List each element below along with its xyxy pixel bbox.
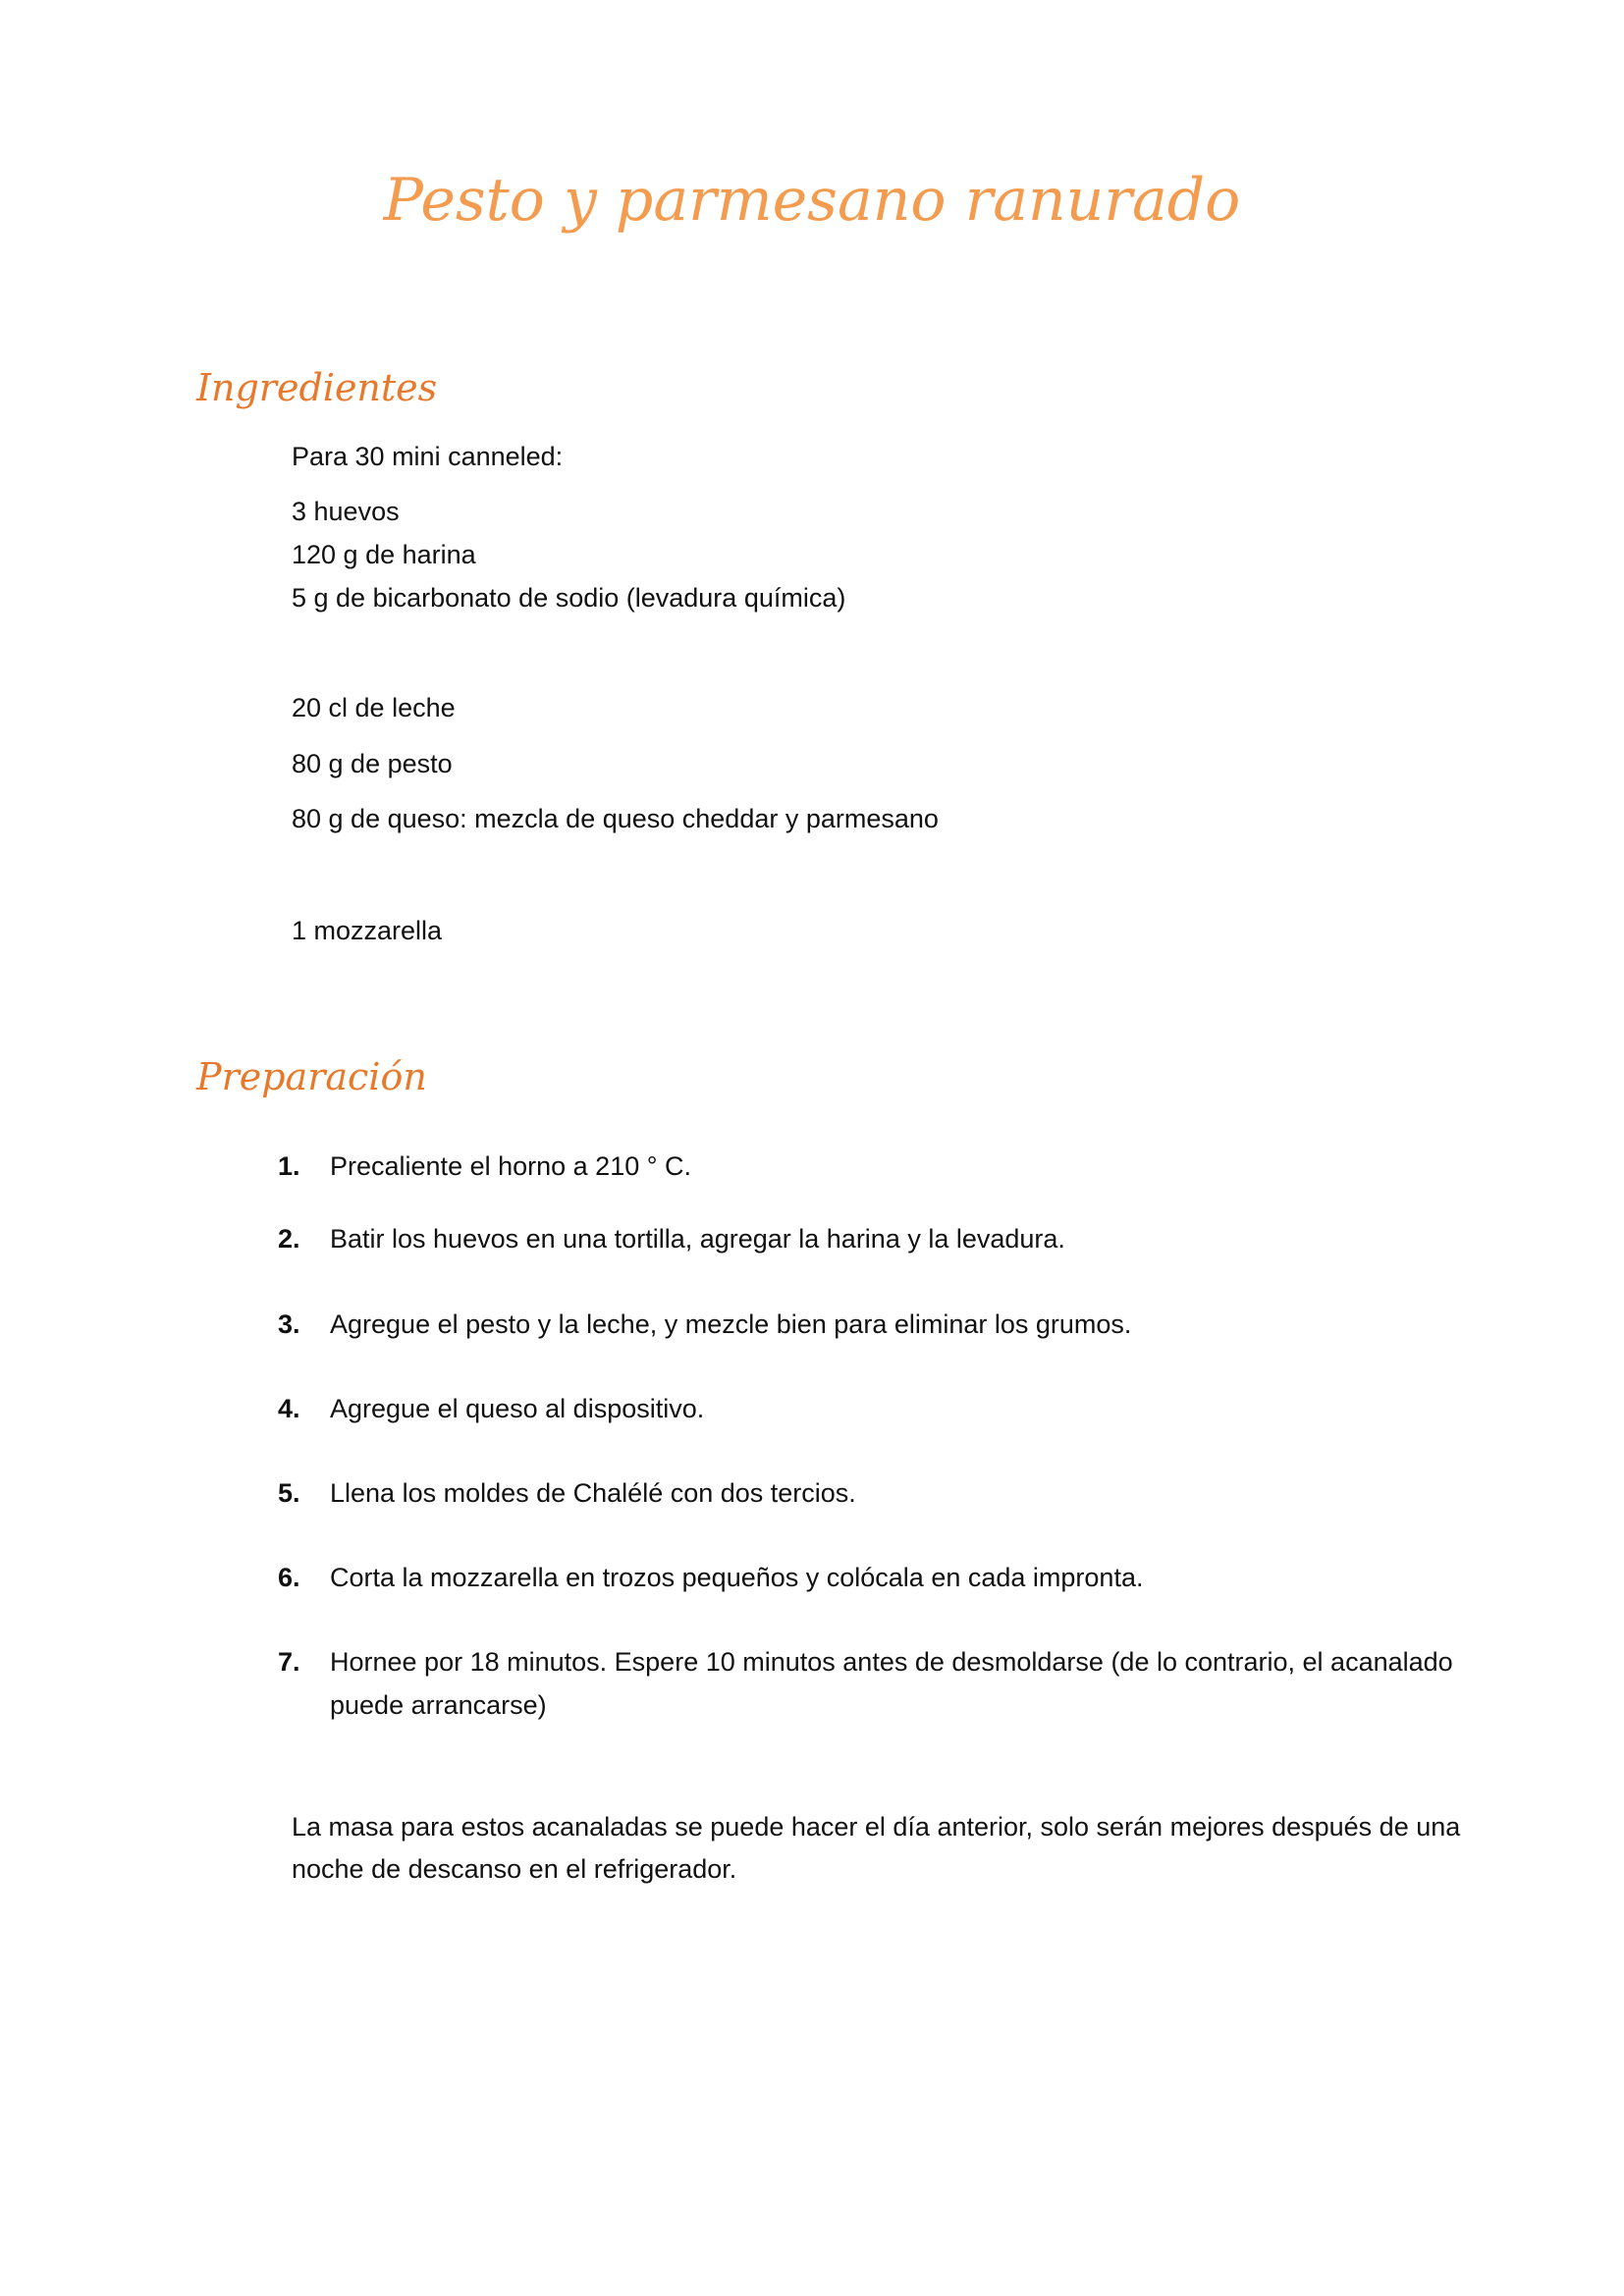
step-number: 4. bbox=[278, 1394, 300, 1423]
ingredients-heading: Ingredientes bbox=[196, 366, 438, 409]
step-text: Llena los moldes de Chalélé con dos tercios. bbox=[330, 1478, 856, 1508]
step-text: Batir los huevos en una tortilla, agregar la harina y la levadura. bbox=[330, 1224, 1065, 1254]
ingredient-line: Para 30 mini canneled: bbox=[292, 442, 564, 471]
step-text: Corta la mozzarella en trozos pequeños y colócala en cada impronta. bbox=[330, 1563, 1144, 1592]
step-number: 1. bbox=[278, 1151, 300, 1181]
ingredient-line: 80 g de queso: mezcla de queso cheddar y parmesano bbox=[292, 804, 939, 833]
step-item bbox=[278, 1471, 1515, 1515]
step-item bbox=[278, 1145, 1515, 1188]
step-item bbox=[278, 1556, 1515, 1599]
step-text: Agregue el queso al dispositivo. bbox=[330, 1394, 705, 1423]
step-item bbox=[278, 1640, 1515, 1727]
note-paragraph: La masa para estos acanaladas se puede hacer el día anterior, solo serán mejores después de una noche de descanso en el refrigerador. bbox=[292, 1812, 1461, 1884]
step-item bbox=[278, 1387, 1515, 1430]
step-item bbox=[278, 1303, 1515, 1346]
step-number: 3. bbox=[278, 1309, 300, 1339]
step-text: Hornee por 18 minutos. Espere 10 minutos antes de desmoldarse (de lo contrario, el acanalado puede arrancarse) bbox=[330, 1647, 1453, 1720]
ingredient-line: 5 g de bicarbonato de sodio (levadura química) bbox=[292, 583, 846, 613]
ingredient-line: 20 cl de leche bbox=[292, 693, 456, 722]
step-number: 7. bbox=[278, 1647, 300, 1677]
step-item bbox=[278, 1217, 1515, 1260]
ingredient-line: 3 huevos bbox=[292, 497, 400, 526]
step-text: Precaliente el horno a 210 ° C. bbox=[330, 1151, 692, 1181]
step-number: 2. bbox=[278, 1224, 300, 1254]
ingredient-line: 1 mozzarella bbox=[292, 916, 443, 945]
step-number: 6. bbox=[278, 1563, 300, 1592]
step-number: 5. bbox=[278, 1478, 300, 1508]
ingredient-line: 120 g de harina bbox=[292, 540, 476, 569]
step-text: Agregue el pesto y la leche, y mezcle bien para eliminar los grumos. bbox=[330, 1309, 1132, 1339]
page-title: Pesto y parmesano ranurado bbox=[383, 166, 1241, 235]
preparation-heading: Preparación bbox=[196, 1055, 427, 1098]
ingredient-line: 80 g de pesto bbox=[292, 749, 453, 778]
